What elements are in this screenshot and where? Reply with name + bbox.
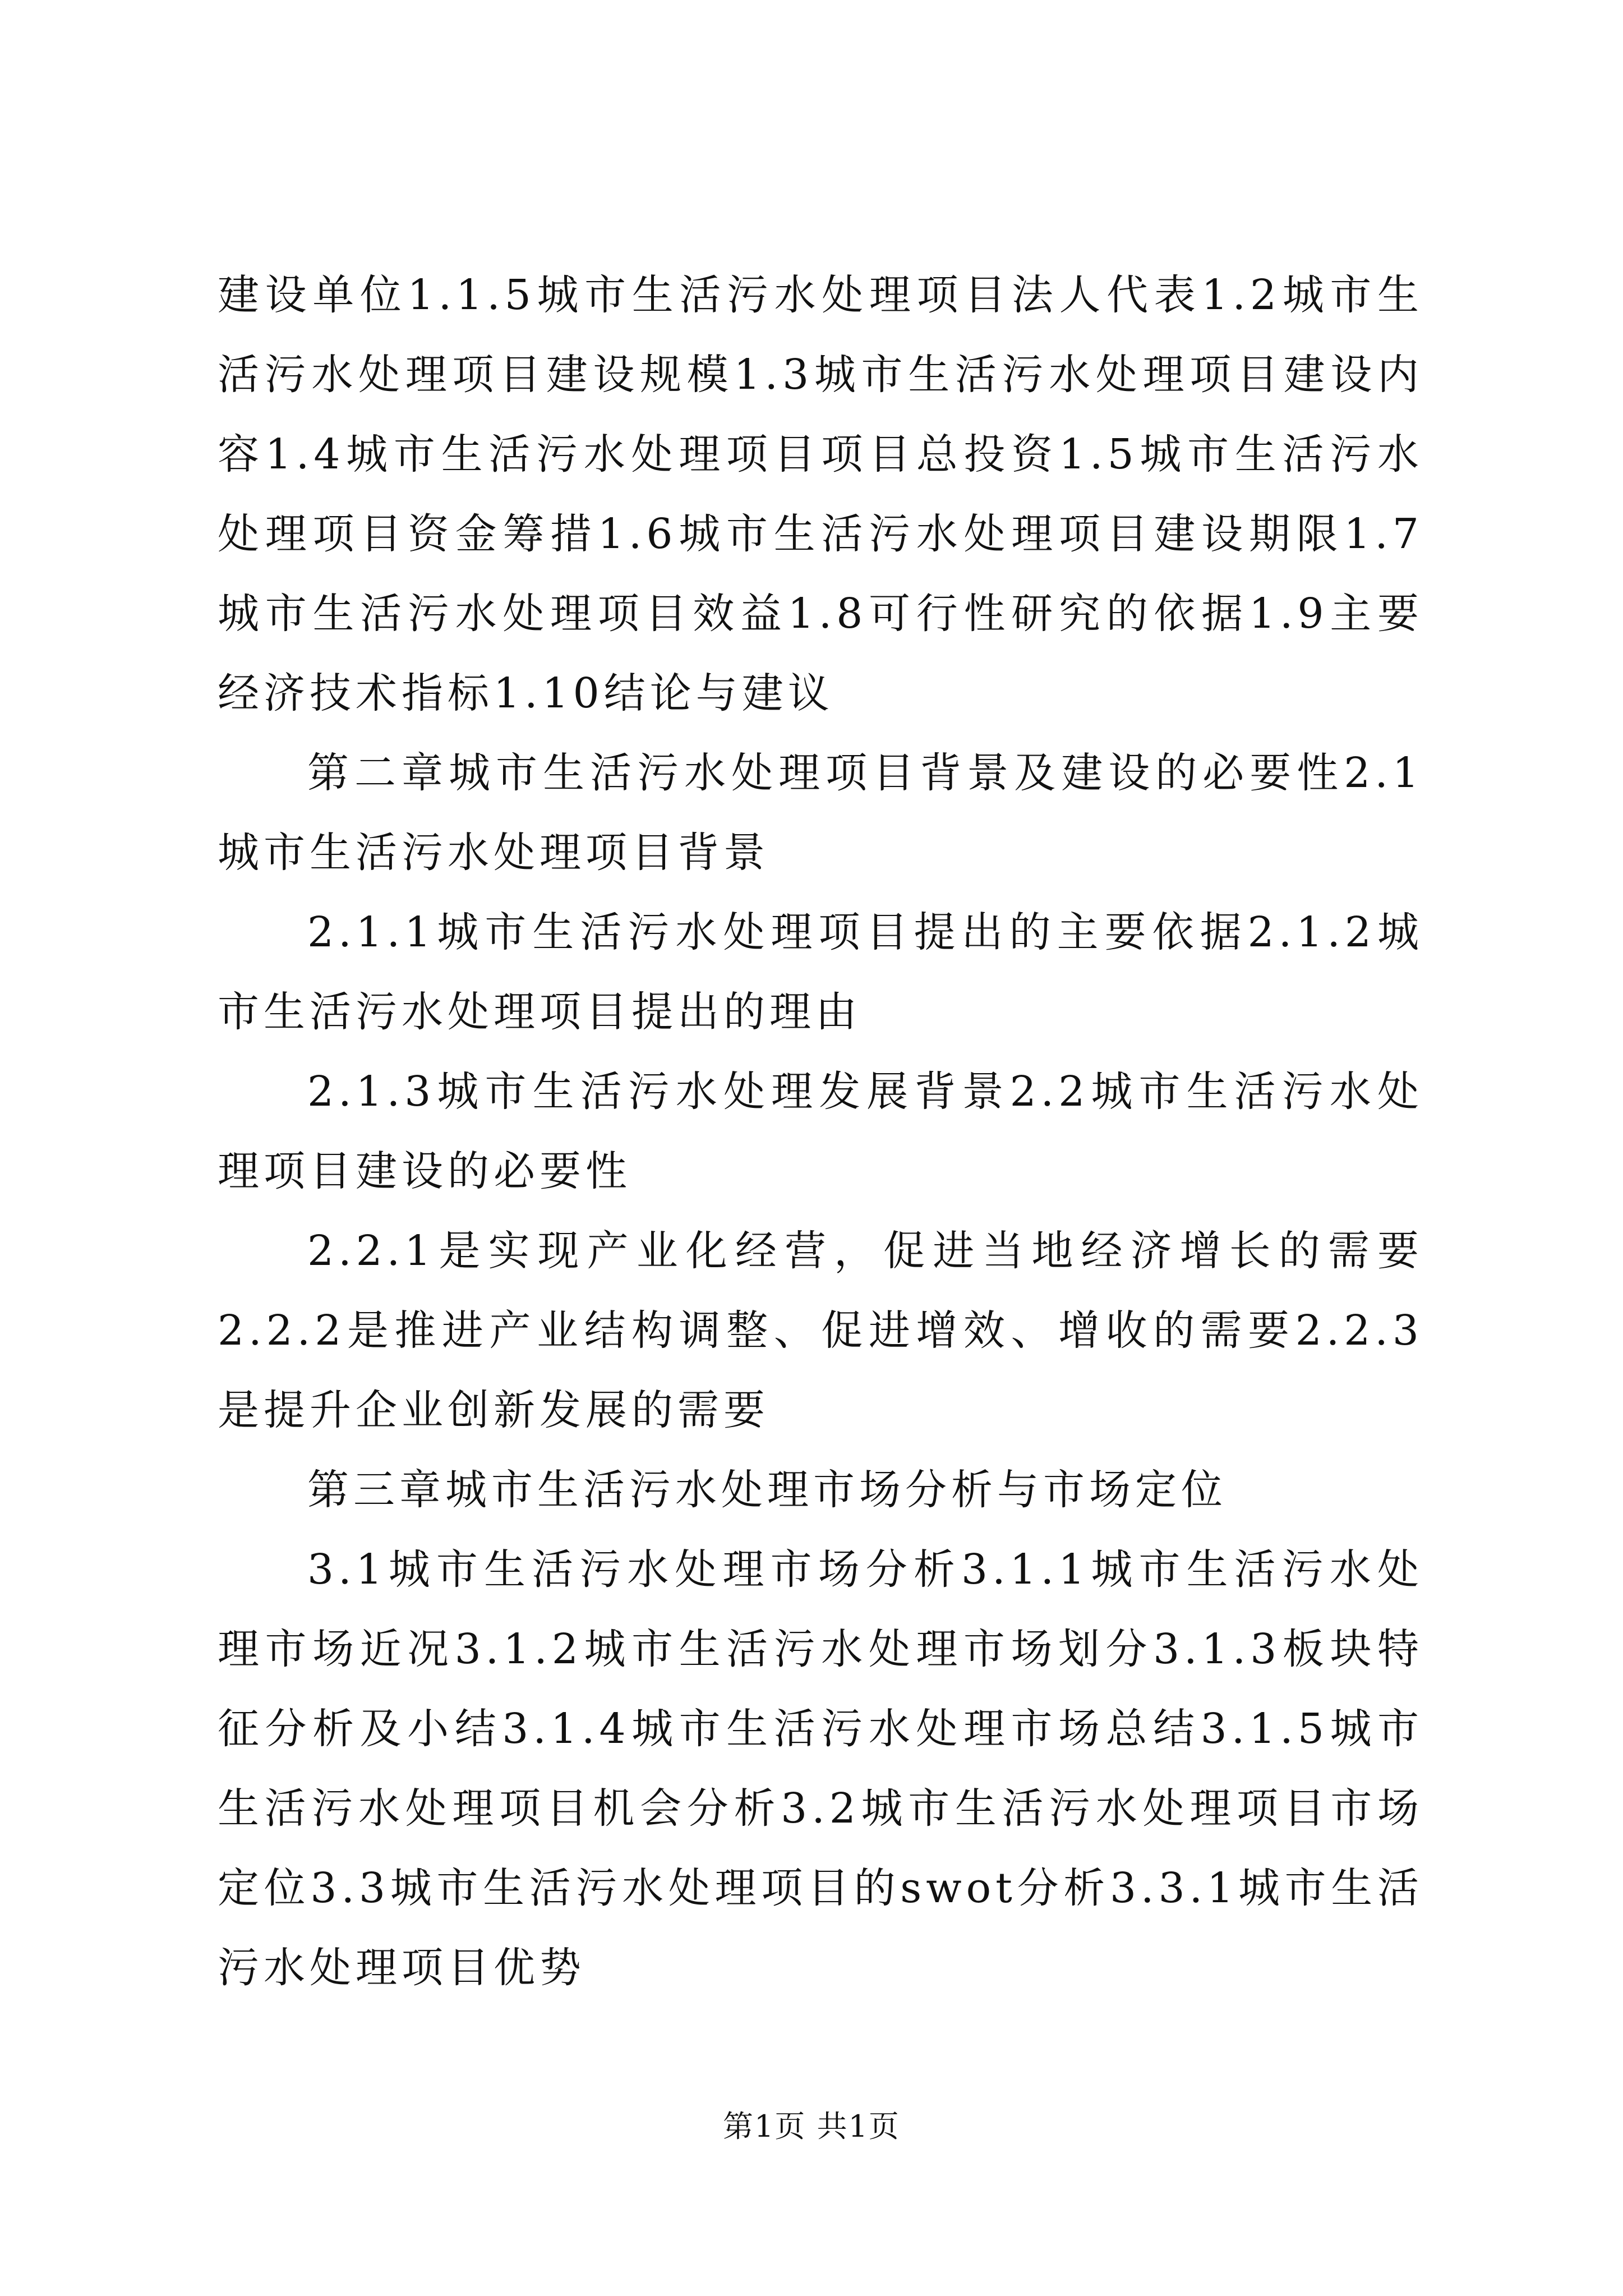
paragraph-5: 2.2.1是实现产业化经营，促进当地经济增长的需要2.2.2是推进产业结构调整、促进增效、增收的需要2.2.3是提升企业创新发展的需要 [218,1227,1423,1434]
paragraph-4: 2.1.3城市生活污水处理发展背景2.2城市生活污水处理项目建设的必要性 [218,1068,1423,1195]
paragraph-1: 建设单位1.1.5城市生活污水处理项目法人代表1.2城市生活污水处理项目建设规模1.3城市生活污水处理项目建设内容1.4城市生活污水处理项目项目总投资1.5城市生活污水处理项目资金筹措1.6城市生活污水处理项目建设期限1.7城市生活污水处理项目效益1.8可行性研究的依据1.9主要经济技术指标1.10结论与建议 [218,271,1423,717]
paragraph-3: 2.1.1城市生活污水处理项目提出的主要依据2.1.2城市生活污水处理项目提出的理由 [218,908,1423,1036]
document-body [218,255,1423,2008]
paragraph-2: 第二章城市生活污水处理项目背景及建设的必要性2.1城市生活污水处理项目背景 [218,749,1423,877]
paragraph-7: 3.1城市生活污水处理市场分析3.1.1城市生活污水处理市场近况3.1.2城市生活污水处理市场划分3.1.3板块特征分析及小结3.1.4城市生活污水处理市场总结3.1.5城市生活污水处理项目机会分析3.2城市生活污水处理项目市场定位3.3城市生活污水处理项目的swot分析3.3.1城市生活污水处理项目优势 [218,1545,1423,1992]
paragraph-6: 第三章城市生活污水处理市场分析与市场定位 [307,1466,1227,1514]
page-footer [0,2107,1623,2146]
page-number-label: 第1页 共1页 [723,2109,900,2144]
